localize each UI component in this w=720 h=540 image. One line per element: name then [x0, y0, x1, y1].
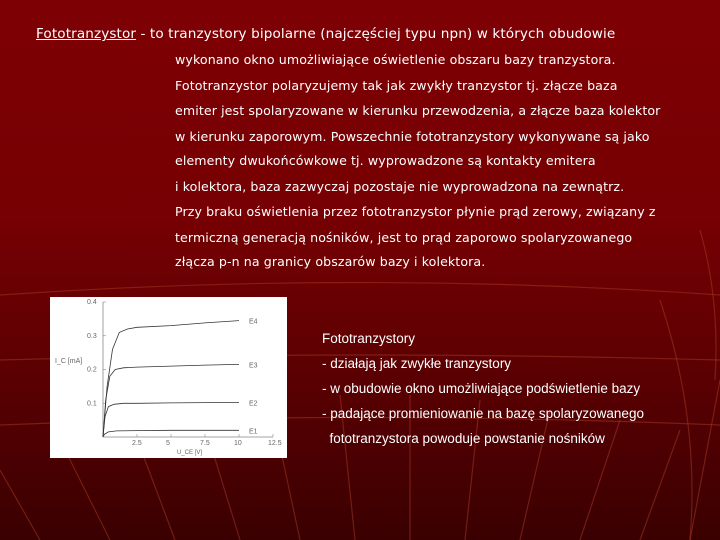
- paragraph-line: Przy braku oświetlenia przez fototranzystor płynie prąd zerowy, związany z: [175, 204, 656, 219]
- y-tick-label: 0.3: [87, 332, 97, 340]
- y-tick-label: 0.2: [87, 366, 97, 374]
- paragraph-line: wykonano okno umożliwiające oświetlenie obszaru bazy tranzystora.: [175, 52, 616, 67]
- x-tick-label: 7.5: [200, 440, 210, 447]
- paragraph-line: złącza p-n na granicy obszarów bazy i kolektora.: [175, 254, 486, 269]
- y-tick-label: 0.4: [87, 299, 97, 306]
- curve-e3: [103, 364, 239, 437]
- curve-label: E4: [249, 318, 258, 326]
- side-heading: Fototranzystory: [322, 331, 416, 346]
- curve-e4: [103, 321, 239, 437]
- paragraph-line: i kolektora, baza zazwyczaj pozostaje nie wyprowadzona na zewnątrz.: [175, 179, 625, 194]
- curve-e2: [103, 403, 239, 437]
- curve-label: E3: [249, 362, 258, 370]
- side-bullet-continuation: fototranzystora powoduje powstanie nośników: [322, 431, 605, 446]
- paragraph-line: elementy dwukońcówkowe tj. wyprowadzone są kontakty emitera: [175, 153, 596, 168]
- side-bullet: - działają jak zwykłe tranzystory: [322, 356, 512, 371]
- curve-label: E2: [249, 400, 258, 408]
- x-tick-label: 2.5: [132, 440, 142, 447]
- paragraph-line: termiczną generacją nośników, jest to prąd zaporowo spolaryzowanego: [175, 230, 633, 245]
- side-bullet: - w obudowie okno umożliwiające podświetlenie bazy: [322, 381, 641, 396]
- term-fototranzystor: Fototranzystor: [36, 26, 137, 42]
- x-tick-label: 12.5: [268, 440, 282, 447]
- title-definition: - to tranzystory bipolarne (najczęściej typu npn) w których obudowie: [136, 26, 616, 42]
- phototransistor-characteristics-chart: [50, 297, 287, 458]
- curve-label: E1: [249, 428, 258, 436]
- paragraph-line: w kierunku zaporowym. Powszechnie fototranzystory wykonywane są jako: [175, 129, 650, 144]
- x-tick-label: 10: [234, 440, 242, 447]
- title-line: [36, 26, 615, 42]
- side-bullet: - padające promieniowanie na bazę spolaryzowanego: [322, 406, 644, 421]
- y-tick-label: 0.1: [87, 400, 97, 408]
- paragraph-line: Fototranzystor polaryzujemy tak jak zwykły tranzystor tj. złącze baza: [175, 78, 618, 93]
- y-axis-label: I_C [mA]: [55, 358, 83, 365]
- x-axis-label: U_CE [V]: [177, 450, 203, 456]
- x-tick-label: 5: [166, 440, 170, 447]
- paragraph-line: emiter jest spolaryzowane w kierunku przewodzenia, a złącze baza kolektor: [175, 103, 661, 118]
